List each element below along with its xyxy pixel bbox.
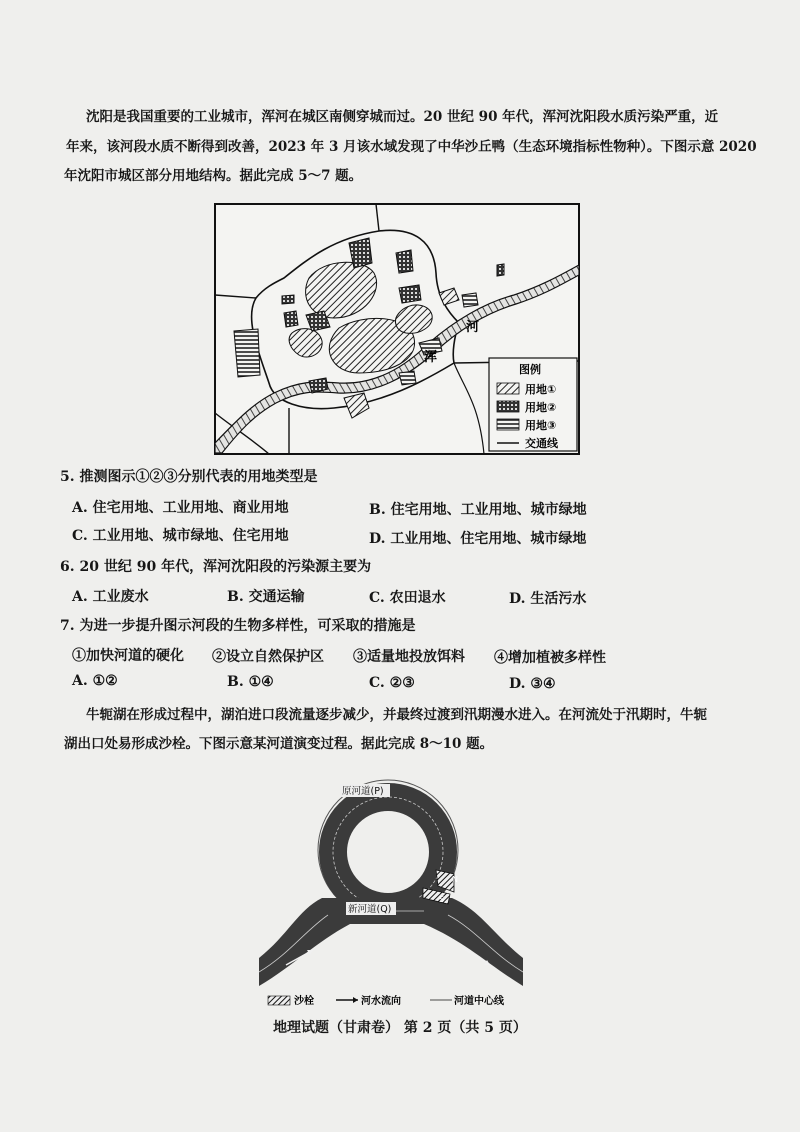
question-7-stem: 7. 为进一步提升图示河段的生物多样性，可采取的措施是 — [60, 618, 416, 634]
land-use-2-patch — [497, 264, 504, 276]
legend-center-label: 河道中心线 — [454, 996, 504, 1007]
legend-label-2: 用地② — [525, 401, 557, 414]
land-use-map — [214, 203, 580, 455]
intro-paragraph-2 — [86, 702, 776, 729]
land-use-2-patch — [282, 295, 294, 304]
original-channel-label: 原河道(P) — [342, 786, 384, 797]
q7-option-d[interactable]: D. ③④ — [509, 676, 556, 692]
q7-option-a[interactable]: A. ①② — [72, 673, 118, 689]
q5-option-b[interactable]: B. 住宅用地、工业用地、城市绿地 — [369, 502, 587, 518]
q6-option-c[interactable]: C. 农田退水 — [369, 590, 446, 606]
legend-label-1: 用地① — [525, 383, 557, 396]
intro-paragraph-1b — [66, 134, 766, 161]
legend-swatch-2 — [497, 401, 519, 412]
q7-measure-2: ②设立自然保护区 — [212, 649, 324, 665]
river-evolution-diagram — [258, 770, 524, 1008]
river-label-he: 河 — [466, 320, 480, 335]
intro-line-2: 年来，该河段水质不断得到改善，2023 年 3 月该水域发现了中华沙丘鸭（生态环境指标性物种）。下图示意 2020 — [66, 139, 757, 155]
new-channel-label: 新河道(Q) — [348, 904, 392, 915]
land-use-3-patch — [462, 293, 478, 307]
river-label-hun: 浑 — [424, 350, 438, 365]
intro-line-1: 沈阳是我国重要的工业城市，浑河在城区南侧穿城而过。20 世纪 90 年代，浑河沈阳段水质污染严重，近 — [86, 109, 719, 125]
intro-paragraph-1c — [64, 163, 764, 190]
intro-line-3: 年沈阳市城区部分用地结构。据此完成 5～7 题。 — [64, 168, 363, 184]
mark-n: N — [452, 875, 458, 884]
intro2-line-1: 牛轭湖在形成过程中，湖泊进口段流量逐步减少，并最终过渡到汛期漫水进入。在河流处于汛期时，牛轭 — [86, 707, 707, 723]
legend-swatch-1 — [497, 383, 519, 394]
legend-sand-swatch — [268, 996, 290, 1005]
intro-paragraph-1 — [86, 104, 766, 131]
intro-paragraph-2b — [64, 731, 764, 758]
upstream-arm — [259, 898, 350, 986]
mark-s: S — [439, 895, 445, 904]
land-use-2-patch — [284, 311, 298, 327]
q6-option-b[interactable]: B. 交通运输 — [227, 589, 305, 605]
question-6-stem: 6. 20 世纪 90 年代，浑河沈阳段的污染源主要为 — [60, 559, 372, 575]
map-legend — [489, 358, 577, 451]
q5-option-c[interactable]: C. 工业用地、城市绿地、住宅用地 — [72, 528, 289, 544]
land-use-2-patch — [396, 250, 413, 273]
question-5-stem: 5. 推测图示①②③分别代表的用地类型是 — [60, 469, 318, 485]
q7-option-b[interactable]: B. ①④ — [227, 674, 274, 690]
page-footer: 地理试题（甘肃卷） 第 2 页（共 5 页） — [273, 1020, 527, 1036]
land-use-2-patch — [399, 285, 421, 303]
land-use-3-patch — [234, 329, 260, 377]
q6-option-d[interactable]: D. 生活污水 — [509, 591, 587, 607]
legend-sand-label: 沙栓 — [294, 996, 314, 1007]
legend-flow-head — [353, 997, 358, 1003]
q7-measure-3: ③适量地投放饵料 — [353, 649, 465, 665]
legend-label-4: 交通线 — [525, 437, 558, 450]
intro2-line-2: 湖出口处易形成沙栓。下图示意某河道演变过程。据此完成 8～10 题。 — [64, 736, 494, 752]
legend-label-3: 用地③ — [525, 419, 557, 432]
legend-swatch-3 — [497, 419, 519, 430]
q7-measure-1: ①加快河道的硬化 — [72, 648, 184, 664]
q6-option-a[interactable]: A. 工业废水 — [72, 589, 149, 605]
q7-option-c[interactable]: C. ②③ — [369, 675, 415, 691]
legend-flow-label: 河水流向 — [361, 996, 401, 1007]
legend-title: 图例 — [519, 363, 541, 376]
land-use-3-patch — [399, 371, 416, 385]
downstream-arm — [424, 898, 523, 986]
q7-measure-4: ④增加植被多样性 — [494, 650, 606, 666]
q5-option-d[interactable]: D. 工业用地、住宅用地、城市绿地 — [369, 531, 587, 547]
q5-option-a[interactable]: A. 住宅用地、工业用地、商业用地 — [72, 500, 289, 516]
